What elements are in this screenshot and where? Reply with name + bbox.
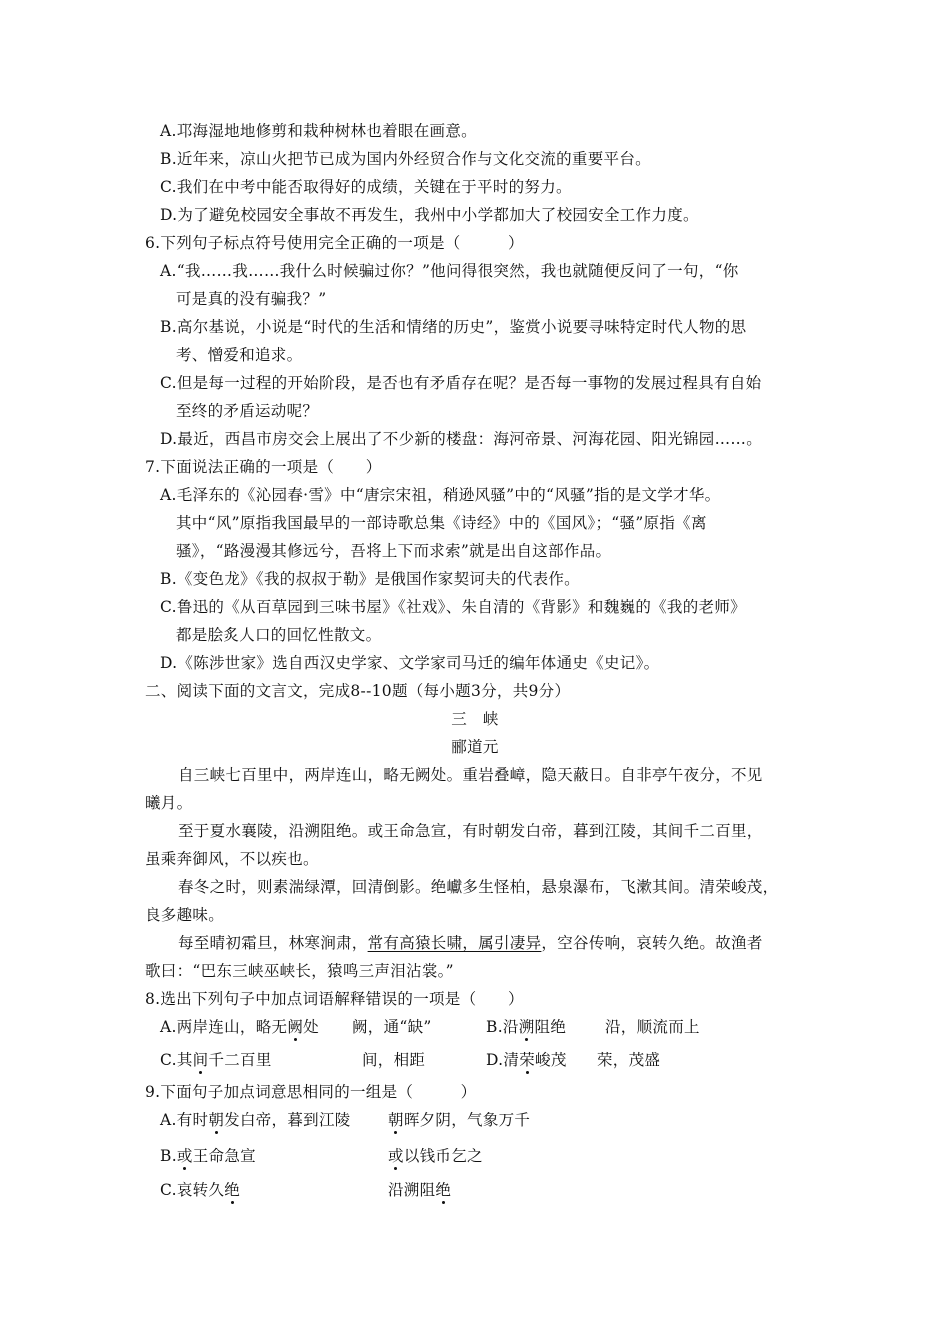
q9-c2-dotted: 绝: [435, 1181, 452, 1199]
q8-option-c-explanation: 间，相距: [362, 1051, 426, 1069]
q6-option-b-line1: B.高尔基说，小说是“时代的生活和情绪的历史”，鉴赏小说要寻味特定时代人物的思: [160, 318, 747, 336]
passage-p2-line1: 至于夏水襄陵，沿溯阻绝。或王命急宣，有时朝发白帝，暮到江陵，其间千二百里，: [178, 822, 763, 840]
q9-b-dotted: 或: [176, 1147, 193, 1165]
q8-d-dotted: 荣: [519, 1051, 536, 1069]
q7-stem: 7.下面说法正确的一项是（ ）: [145, 458, 382, 476]
q8-a-text: A.两岸连山，略无: [160, 1018, 288, 1036]
q7-option-c-line1: C.鲁迅的《从百草园到三味书屋》《社戏》、朱自清的《背影》和魏巍的《我的老师》: [160, 598, 746, 616]
q9-a-dotted: 朝: [208, 1111, 225, 1129]
q7-option-c-line2: 都是脍炙人口的回忆性散文。: [176, 626, 382, 644]
q9-a-text-post: 发白帝，暮到江陵: [224, 1111, 351, 1129]
passage-title: 三 峡: [451, 710, 499, 728]
passage-p4-underlined: 常有高猿长啸，属引凄异: [367, 934, 542, 952]
q5-option-c: C.我们在中考中能否取得好的成绩，关键在于平时的努力。: [160, 178, 572, 196]
q7-option-d: D.《陈涉世家》选自西汉史学家、文学家司马迁的编年体通史《史记》。: [160, 654, 660, 672]
q6-stem: 6.下列句子标点符号使用完全正确的一项是（ ）: [145, 234, 524, 252]
q8-b-text: B.沿: [486, 1018, 519, 1036]
q8-c-dotted: 间: [192, 1051, 209, 1069]
q7-option-b: B.《变色龙》《我的叔叔于勒》是俄国作家契诃夫的代表作。: [160, 570, 580, 588]
q6-option-d: D.最近，西昌市房交会上展出了不少新的楼盘：海河帝景、河海花园、阳光锦园……。: [160, 430, 763, 448]
q9-a2-text-post: 晖夕阴，气象万千: [403, 1111, 531, 1129]
q9-option-b-right: [388, 1146, 483, 1166]
q9-option-c-left: [160, 1180, 240, 1200]
q8-d-text: D.清: [486, 1051, 520, 1069]
q9-b2-text-post: 以钱币乞之: [403, 1147, 483, 1165]
q9-c2-text: 沿溯阻: [388, 1181, 436, 1199]
q9-option-a-right: [388, 1110, 530, 1130]
q8-option-a: [160, 1017, 319, 1037]
passage-p4-text-pre: 每至晴初霜旦，林寒涧肃，: [178, 934, 368, 952]
q7-option-a-line2: 其中“风”原指我国最早的一部诗歌总集《诗经》中的《国风》；“骚”原指《离: [176, 514, 707, 532]
q9-c-text: C.哀转久: [160, 1181, 225, 1199]
q8-c-text: C.其: [160, 1051, 193, 1069]
q8-d-text-post: 峻茂: [535, 1051, 567, 1069]
q9-b-text-post: 王命急宣: [192, 1147, 256, 1165]
q8-b-text-post: 阻绝: [534, 1018, 567, 1036]
q7-option-a-line1: A.毛泽东的《沁园春·雪》中“唐宗宋祖，稍逊风骚”中的“风骚”指的是文学才华。: [160, 486, 721, 504]
passage-p1-line2: 曦月。: [145, 794, 193, 812]
q8-a-dotted: 阙: [287, 1018, 304, 1036]
q5-option-a: A.邛海湿地地修剪和栽种树林也着眼在画意。: [160, 122, 477, 140]
passage-p1-line1: 自三峡七百里中，两岸连山，略无阙处。重岩叠嶂，隐天蔽日。自非亭午夜分，不见: [178, 766, 763, 784]
q8-option-b: [486, 1017, 566, 1037]
q6-option-a-line1: A.“我……我……我什么时候骗过你？”他问得很突然，我也就随便反问了一句，“你: [160, 262, 739, 280]
q9-b2-dotted: 或: [388, 1147, 404, 1165]
q9-a-text: A.有时: [160, 1111, 209, 1129]
q8-c-text-post: 千二百里: [208, 1051, 272, 1069]
passage-p3-line2: 良多趣味。: [145, 906, 225, 924]
q7-option-a-line3: 骚》，“路漫漫其修远兮，吾将上下而求索”就是出自这部作品。: [176, 542, 612, 560]
q9-option-c-right: [388, 1180, 451, 1200]
q9-b-text: B.: [160, 1147, 177, 1165]
q6-option-c-line2: 至终的矛盾运动呢？: [176, 402, 319, 420]
q5-option-d: D.为了避免校园安全事故不再发生，我州中小学都加大了校园安全工作力度。: [160, 206, 699, 224]
q9-c-dotted: 绝: [224, 1181, 241, 1199]
passage-p3-line1: 春冬之时，则素湍绿潭，回清倒影。绝巘多生怪柏，悬泉瀑布，飞漱其间。清荣峻茂，: [178, 878, 779, 896]
q8-stem: 8.选出下列句子中加点词语解释错误的一项是（ ）: [145, 990, 524, 1008]
q9-a2-dotted: 朝: [388, 1111, 404, 1129]
q9-option-b-left: [160, 1146, 256, 1166]
passage-p4-line1: [178, 933, 763, 953]
passage-p2-line2: 虽乘奔御风，不以疾也。: [145, 850, 319, 868]
q8-a-text-post: 处: [303, 1018, 319, 1036]
q6-option-b-line2: 考、憎爱和追求。: [176, 346, 303, 364]
q9-stem: 9.下面句子加点词意思相同的一组是（ ）: [145, 1083, 477, 1101]
q8-option-d-explanation: 荣，茂盛: [597, 1051, 661, 1069]
q8-option-b-explanation: 沿，顺流而上: [605, 1018, 700, 1036]
q9-option-a-left: [160, 1110, 351, 1130]
q8-option-a-explanation: 阙，通“缺”: [352, 1018, 432, 1036]
passage-author: 郦道元: [451, 738, 499, 756]
q8-option-d: [486, 1050, 567, 1070]
passage-p4-line2: 歌曰：“巴东三峡巫峡长，猿鸣三声泪沾裳。”: [145, 962, 454, 980]
section-heading: 二、阅读下面的文言文，完成8--10题（每小题3分，共9分）: [145, 682, 571, 700]
q6-option-c-line1: C.但是每一过程的开始阶段，是否也有矛盾存在呢？是否每一事物的发展过程具有自始: [160, 374, 762, 392]
q8-b-dotted: 溯: [518, 1018, 535, 1036]
q5-option-b: B.近年来，凉山火把节已成为国内外经贸合作与文化交流的重要平台。: [160, 150, 651, 168]
q8-option-c: [160, 1050, 272, 1070]
q6-option-a-line2: 可是真的没有骗我？”: [176, 290, 327, 308]
passage-p4-text-post: ，空谷传响，哀转久绝。故渔者: [541, 934, 763, 952]
